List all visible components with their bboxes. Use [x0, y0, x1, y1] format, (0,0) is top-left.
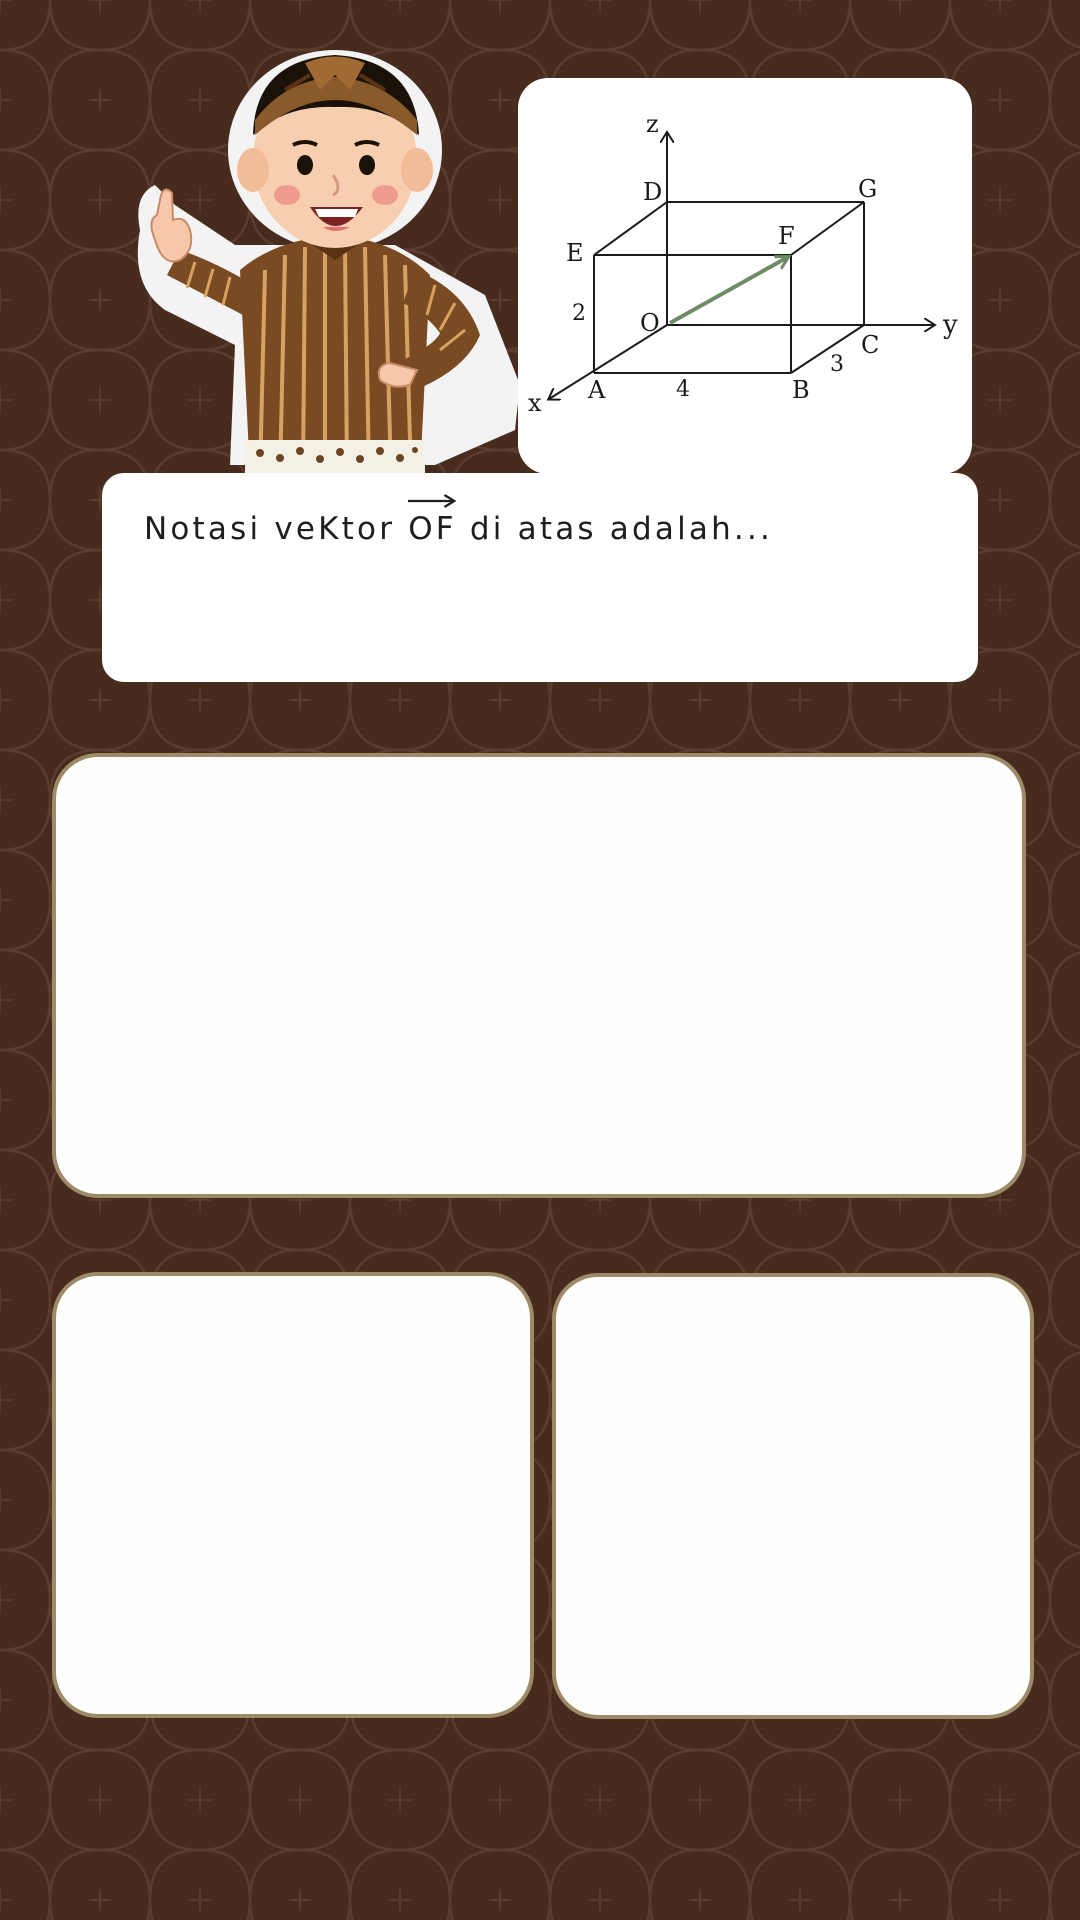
cuboid-diagram: [518, 78, 972, 474]
answer-box-left[interactable]: [52, 1272, 534, 1718]
vector-name: OF: [408, 511, 457, 547]
point-c-label: C: [861, 331, 880, 359]
vector-notation: [408, 511, 457, 547]
question-prefix: Notasi veKtor: [144, 511, 409, 547]
point-e-label: E: [566, 239, 584, 267]
vector-arrow-icon: [408, 494, 457, 508]
point-o-label: O: [640, 309, 660, 337]
vector-of-arrow: [670, 257, 788, 323]
question-text: [144, 511, 773, 547]
edge-ed: [594, 202, 667, 255]
point-f-label: F: [778, 222, 795, 250]
point-b-label: B: [792, 376, 810, 404]
question-suffix: di atas adalah...: [456, 511, 774, 547]
answer-box-right[interactable]: [552, 1273, 1034, 1719]
point-g-label: G: [858, 175, 878, 203]
edge-bc: [791, 325, 864, 373]
edge-fg: [791, 202, 864, 255]
axis-x-label: x: [528, 389, 542, 417]
axis-y-label: y: [943, 310, 958, 340]
height-label: 2: [572, 301, 586, 326]
length-label: 4: [676, 377, 690, 402]
point-d-label: D: [643, 178, 663, 206]
width-label: 3: [830, 352, 844, 377]
mascot-illustration: [135, 45, 525, 475]
question-card: [102, 473, 978, 682]
answer-box-main[interactable]: [52, 753, 1026, 1198]
point-a-label: A: [588, 376, 606, 404]
diagram-card: [518, 78, 972, 474]
axis-z-label: z: [646, 110, 659, 138]
